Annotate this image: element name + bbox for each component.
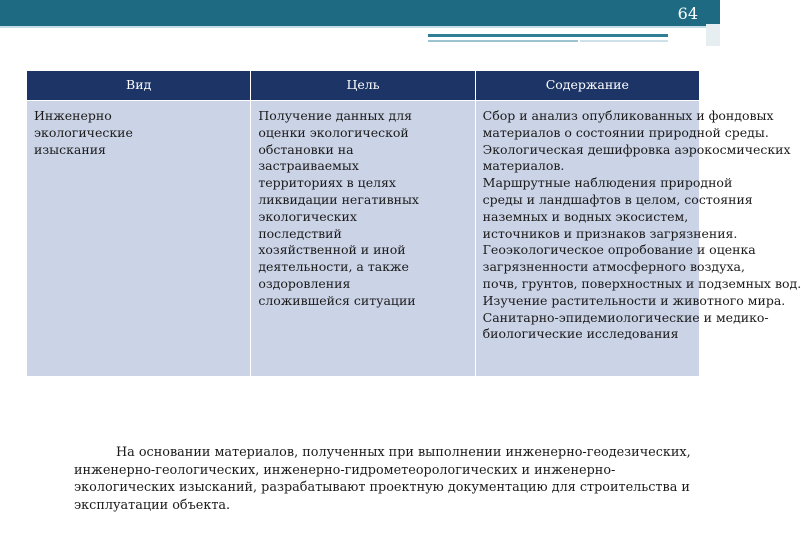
- text-line: материалов о состоянии природной среды.: [482, 124, 769, 140]
- text-line: Геоэкологическое опробование и оценка: [482, 242, 756, 258]
- text-line: загрязненности атмосферного воздуха,: [482, 259, 745, 275]
- text-line: Изучение растительности и животного мира.: [482, 292, 786, 308]
- text-line: Сбор и анализ опубликованных и фондовых: [482, 108, 774, 123]
- text-line: деятельности, а также: [258, 259, 409, 275]
- paragraph-line: экологических изысканий, разрабатывают проектную документацию для строительства и: [74, 480, 690, 495]
- text-line: последствий: [258, 225, 342, 241]
- text-line: наземных и водных экосистем,: [482, 208, 689, 224]
- header-goal: Цель: [251, 71, 475, 101]
- text-line: оценки экологической: [258, 124, 409, 140]
- cell-content: [475, 101, 801, 377]
- text-line: среды и ландшафтов в целом, состояния: [482, 191, 753, 207]
- table-header-row: [27, 71, 700, 101]
- text-line: экологических: [258, 208, 357, 224]
- header-content: Содержание: [475, 71, 699, 101]
- text-line: материалов.: [482, 158, 565, 174]
- text-line: застраиваемых: [258, 158, 359, 174]
- paragraph-line: инженерно-геологических, инженерно-гидрометеорологических и инженерно-: [74, 462, 616, 478]
- text-line: сложившейся ситуации: [258, 292, 416, 308]
- table-row: [27, 101, 700, 377]
- survey-table: [26, 70, 801, 377]
- cell-type: [27, 101, 251, 377]
- decorative-stripe: [580, 40, 668, 42]
- text-line: экологические: [34, 124, 133, 140]
- text-line: изыскания: [34, 141, 106, 157]
- paragraph-line: На основании материалов, полученных при выполнении инженерно-геодезических,: [116, 445, 691, 460]
- text-line: Маршрутные наблюдения природной: [482, 175, 733, 191]
- top-band-underline: [0, 26, 720, 28]
- text-line: Экологическая дешифровка аэрокосмических: [482, 141, 791, 157]
- page-number: 64: [677, 4, 698, 23]
- text-line: обстановки на: [258, 141, 354, 157]
- text-line: оздоровления: [258, 275, 351, 291]
- cell-goal: [251, 101, 475, 377]
- decorative-stripe: [428, 40, 578, 42]
- corner-decoration: [706, 24, 720, 46]
- text-line: хозяйственной и иной: [258, 242, 406, 258]
- text-line: территориях в целях: [258, 175, 396, 191]
- header-type: Вид: [27, 71, 251, 101]
- paragraph-line: эксплуатации объекта.: [74, 497, 231, 513]
- text-line: Инженерно: [34, 108, 112, 123]
- decorative-stripe: [428, 34, 668, 37]
- text-line: почв, грунтов, поверхностных и подземных вод.: [482, 275, 801, 291]
- top-band: [0, 0, 720, 26]
- text-line: источников и признаков загрязнения.: [482, 225, 738, 241]
- summary-paragraph: [74, 444, 694, 514]
- text-line: биологические исследования: [482, 326, 679, 342]
- text-line: Получение данных для: [258, 108, 413, 123]
- text-line: Санитарно-эпидемиологические и медико-: [482, 309, 769, 325]
- text-line: ликвидации негативных: [258, 191, 419, 207]
